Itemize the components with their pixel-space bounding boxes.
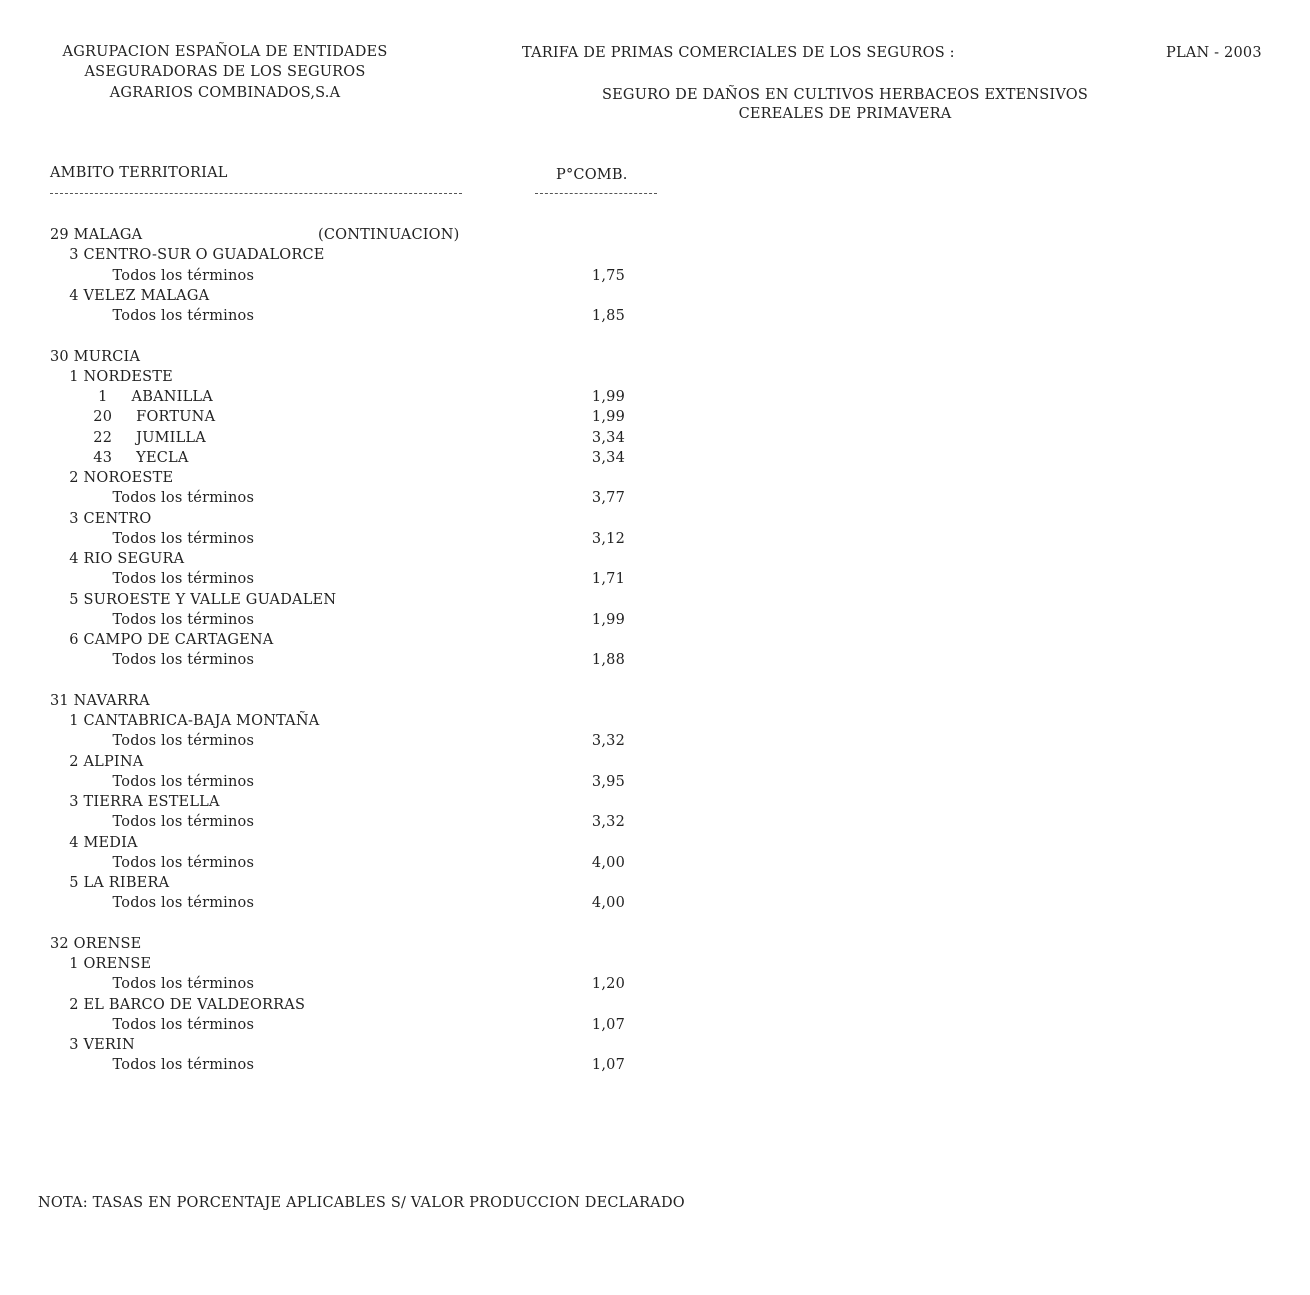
row-label: 2 EL BARCO DE VALDEORRAS (50, 997, 306, 1013)
row-premium-value: 1,07 (591, 1057, 625, 1073)
row-premium-value: 1,07 (591, 1017, 625, 1033)
row-label: Todos los términos (50, 268, 255, 284)
row-label: 3 CENTRO (50, 511, 152, 527)
row-label: Todos los términos (50, 774, 255, 790)
column-separator-prima (535, 193, 657, 194)
row-label: Todos los términos (50, 490, 255, 506)
row-label: 1 CANTABRICA-BAJA MONTAÑA (50, 713, 320, 729)
row-premium-value: 3,12 (591, 531, 625, 547)
row-premium-value: 1,99 (591, 389, 625, 405)
footer-note: NOTA: TASAS EN PORCENTAJE APLICABLES S/ VALOR PRODUCCION DECLARADO (38, 1195, 685, 1211)
row-label: 20 FORTUNA (50, 409, 216, 425)
row-label: 29 MALAGA (50, 227, 143, 243)
row-premium-value: 4,00 (591, 855, 625, 871)
row-label: 2 NOROESTE (50, 470, 174, 486)
row-label: Todos los términos (50, 571, 255, 587)
row-label: 4 RIO SEGURA (50, 551, 185, 567)
row-label: 31 NAVARRA (50, 693, 150, 709)
row-label: Todos los términos (50, 1057, 255, 1073)
column-header-ambito: AMBITO TERRITORIAL (50, 165, 228, 181)
row-label: 1 ORENSE (50, 956, 152, 972)
row-premium-value: 1,88 (591, 652, 625, 668)
row-label: Todos los términos (50, 855, 255, 871)
row-label: 3 CENTRO-SUR O GUADALORCE (50, 247, 325, 263)
row-premium-value: 1,75 (591, 268, 625, 284)
row-label: 4 MEDIA (50, 835, 138, 851)
row-premium-value: 1,71 (591, 571, 625, 587)
insurance-title-line-2: CEREALES DE PRIMAVERA (738, 106, 952, 122)
row-label: 22 JUMILLA (50, 430, 206, 446)
row-label: 5 SUROESTE Y VALLE GUADALEN (50, 592, 337, 608)
org-name-line-2: ASEGURADORAS DE LOS SEGUROS (84, 64, 366, 80)
row-premium-value: 3,32 (591, 814, 625, 830)
row-label: 2 ALPINA (50, 754, 144, 770)
row-premium-value: 4,00 (591, 895, 625, 911)
org-name-line-3: AGRARIOS COMBINADOS,S.A (109, 85, 341, 101)
tariff-title: TARIFA DE PRIMAS COMERCIALES DE LOS SEGUROS : (522, 45, 955, 61)
column-separator-ambito (50, 193, 462, 194)
row-premium-value: 3,34 (591, 430, 625, 446)
row-premium-value: 1,20 (591, 976, 625, 992)
row-label: Todos los términos (50, 652, 255, 668)
row-premium-value: 3,77 (591, 490, 625, 506)
row-label: 32 ORENSE (50, 936, 142, 952)
column-header-prima: P°COMB. (556, 167, 628, 183)
row-label: 43 YECLA (50, 450, 189, 466)
row-label: 30 MURCIA (50, 349, 141, 365)
row-label: 5 LA RIBERA (50, 875, 170, 891)
row-label: Todos los términos (50, 612, 255, 628)
row-label: Todos los términos (50, 1017, 255, 1033)
row-premium-value: 1,99 (591, 409, 625, 425)
row-label: Todos los términos (50, 733, 255, 749)
row-label: Todos los términos (50, 976, 255, 992)
row-premium-value: 3,95 (591, 774, 625, 790)
row-label: Todos los términos (50, 531, 255, 547)
row-premium-value: 3,32 (591, 733, 625, 749)
row-label: Todos los términos (50, 814, 255, 830)
row-premium-value: 3,34 (591, 450, 625, 466)
row-label: 1 NORDESTE (50, 369, 173, 385)
row-premium-value: 1,85 (591, 308, 625, 324)
insurance-title-line-1: SEGURO DE DAÑOS EN CULTIVOS HERBACEOS EXTENSIVOS (602, 87, 1088, 103)
row-label: 3 TIERRA ESTELLA (50, 794, 220, 810)
row-label: 6 CAMPO DE CARTAGENA (50, 632, 274, 648)
row-label: 1 ABANILLA (50, 389, 213, 405)
plan-label: PLAN - 2003 (1166, 45, 1262, 61)
org-name-line-1: AGRUPACION ESPAÑOLA DE ENTIDADES (62, 44, 388, 60)
row-label: Todos los términos (50, 308, 255, 324)
row-continuation-label: (CONTINUACION) (318, 227, 460, 243)
row-label: 3 VERIN (50, 1037, 135, 1053)
row-premium-value: 1,99 (591, 612, 625, 628)
row-label: Todos los términos (50, 895, 255, 911)
row-label: 4 VELEZ MALAGA (50, 288, 210, 304)
